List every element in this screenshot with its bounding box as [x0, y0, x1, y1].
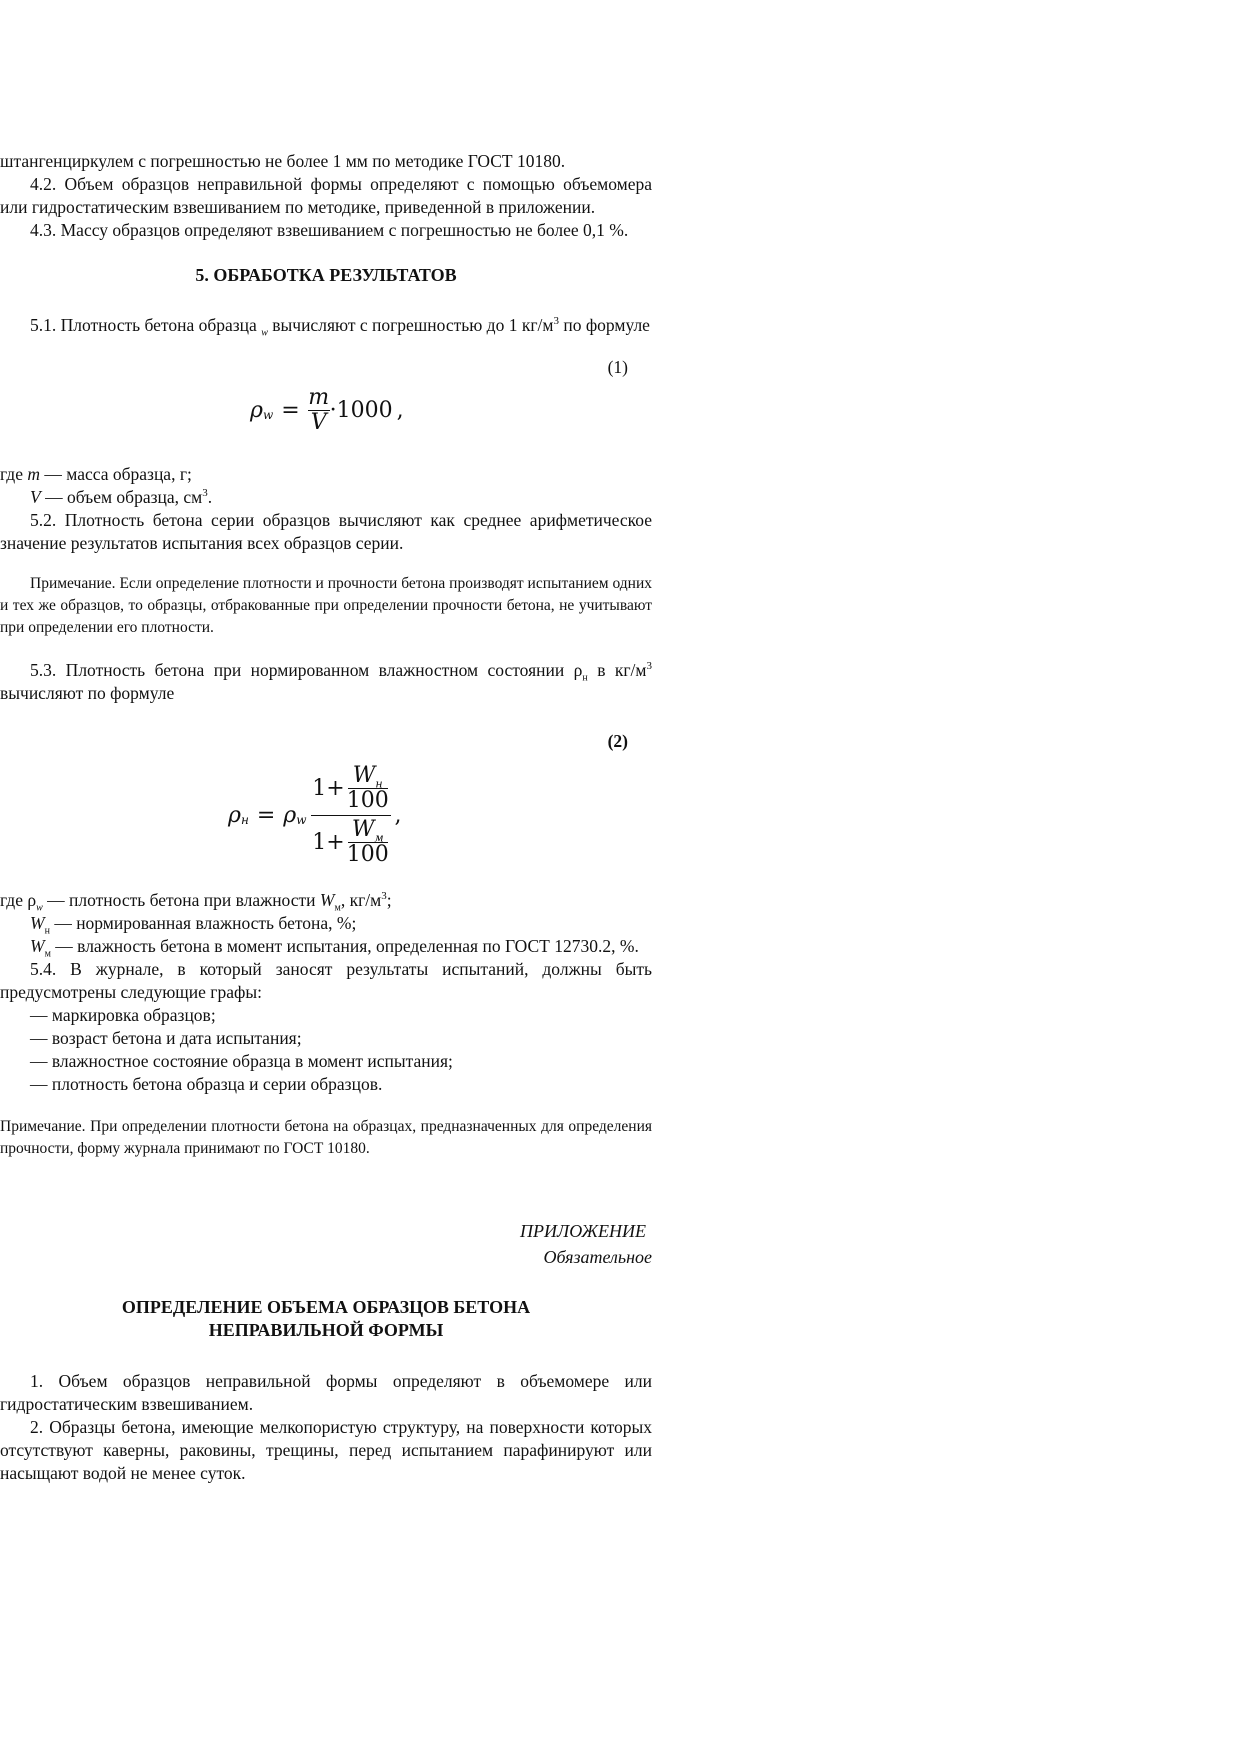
wm-sub: м	[44, 948, 51, 960]
where-1-m: m	[27, 464, 40, 484]
formula-1-denominator: V	[310, 409, 327, 435]
formula-2-main-bar	[311, 815, 391, 816]
appendix-label: ПРИЛОЖЕНИЕ	[520, 1221, 646, 1241]
where-2-text-a: где ρ	[0, 890, 37, 910]
p53-text-c: вычисляют по формуле	[0, 683, 175, 703]
where-2-end: ;	[386, 890, 392, 910]
paragraph-4-2: 4.2. Объем образцов неправильной формы определяют с помощью объемомера или гидростатическим взвешиванием по методике, приведенной в приложении.	[0, 174, 652, 217]
paragraph-5-1	[0, 314, 652, 337]
where-1-m-desc: — масса образца, г;	[44, 464, 192, 484]
where-2-wm	[0, 935, 652, 958]
p53-text-b: в кг/м	[597, 660, 647, 680]
appendix-status: Обязательное	[543, 1247, 652, 1267]
formula-2-comma: ,	[394, 802, 402, 828]
where-1-end: .	[207, 487, 213, 507]
formula-2-den-hundred: 100	[346, 841, 389, 867]
p53-sup: 3	[646, 660, 652, 673]
where-1-v	[0, 486, 652, 509]
list-item: — влажностное состояние образца в момент испытания;	[30, 1051, 453, 1071]
paragraph-5-2: 5.2. Плотность бетона серии образцов вычисляют как среднее арифметическое значение результатов испытания всех образцов серии.	[0, 510, 652, 553]
formula-2-num-one: 1+	[312, 775, 345, 801]
section-5-title: 5. ОБРАБОТКА РЕЗУЛЬТАТОВ	[195, 265, 457, 285]
wm-symbol: W	[30, 936, 45, 956]
p51-sup: 3	[553, 315, 559, 328]
where-1	[0, 463, 652, 486]
wn-sub: н	[44, 925, 50, 937]
paragraph-4-3: 4.3. Массу образцов определяют взвешиванием с погрешностью не более 0,1 %.	[30, 220, 629, 240]
appendix-title-line-2: НЕПРАВИЛЬНОЙ ФОРМЫ	[208, 1320, 444, 1340]
where-1-sup: 3	[202, 487, 208, 500]
where-1-v-symbol: V	[30, 487, 41, 507]
p51-text-b: вычисляют с погрешностью до 1 кг/м	[272, 315, 554, 335]
formula-2-expression: ρ н = ρ w 1+ $W_н$ 100 1+ $W_м$ 100 ,	[228, 762, 402, 867]
formula-1-expression: ρ w = m V ·1000 ,	[250, 384, 404, 435]
where-2-w: W	[319, 890, 335, 910]
p51-sub: w	[261, 327, 268, 339]
formula-2-number: (2)	[607, 731, 628, 751]
formula-1	[0, 353, 652, 463]
formula-2-den-fraction	[347, 818, 389, 867]
note-1: Примечание. Если определение плотности и прочности бетона производят испытанием одних и тех же образцов, то образцы, отбракованные при определении прочности бетона, не учитывают при определении его плотности.	[0, 575, 652, 636]
formula-2-eq: =	[256, 802, 276, 828]
formula-2-den-one: 1+	[312, 829, 345, 855]
where-2	[0, 889, 652, 912]
formula-2-num-fraction	[347, 764, 389, 813]
list-item: — плотность бетона образца и серии образцов.	[30, 1074, 383, 1094]
formula-2-numerator	[312, 764, 388, 813]
appendix-paragraph-1: 1. Объем образцов неправильной формы определяют в объемомере или гидростатическим взвешиванием.	[0, 1371, 652, 1414]
document-page	[0, 150, 652, 1485]
where-2-unit: , кг/м	[340, 890, 382, 910]
where-2-text-b: — плотность бетона при влажности	[47, 890, 316, 910]
appendix-paragraph-2: 2. Образцы бетона, имеющие мелкопористую структуру, на поверхности которых отсутствуют каверны, раковины, трещины, перед испытанием парафинируют или насыщают водой не менее суток.	[0, 1417, 652, 1483]
formula-1-eq: =	[281, 397, 300, 423]
formula-1-multiplier: ·1000	[329, 397, 393, 423]
where-2-wn	[0, 912, 652, 935]
formula-2-rho-n: ρ	[228, 802, 241, 828]
formula-1-rho: ρ	[250, 397, 263, 423]
paragraph-4-1-continued: штангенциркулем с погрешностью не более 1 мм по методике ГОСТ 10180.	[0, 151, 566, 171]
formula-2-w-n-sub: н	[375, 776, 383, 790]
list-item: — маркировка образцов;	[30, 1005, 216, 1025]
formula-1-numerator: m	[308, 384, 330, 410]
formula-2-denominator	[312, 818, 388, 867]
p51-text-a: 5.1. Плотность бетона образца	[30, 315, 257, 335]
p53-sub: н	[582, 672, 588, 684]
list-item: — возраст бетона и дата испытания;	[30, 1028, 302, 1048]
formula-2-rho-w: ρ	[283, 802, 297, 828]
formula-1-fraction	[308, 386, 330, 435]
where-2-sub: w	[36, 902, 43, 914]
formula-1-number: (1)	[607, 357, 628, 377]
paragraph-5-3	[0, 659, 652, 705]
where-2-sup: 3	[381, 890, 387, 903]
formula-2	[0, 723, 652, 889]
note-2: Примечание. При определении плотности бетона на образцах, предназначенных для определения прочности, форму журнала принимают по ГОСТ 10180.	[0, 1118, 652, 1157]
formula-1-comma: ,	[396, 397, 404, 423]
wn-desc: — нормированная влажность бетона, %;	[54, 913, 357, 933]
paragraph-5-4: 5.4. В журнале, в который заносят результаты испытаний, должны быть предусмотрены следующие графы:	[0, 959, 652, 1002]
formula-2-num-hundred: 100	[346, 787, 389, 813]
wn-symbol: W	[30, 913, 45, 933]
wm-desc: — влажность бетона в момент испытания, определенная по ГОСТ 12730.2, %.	[55, 936, 639, 956]
p53-text-a: 5.3. Плотность бетона при нормированном влажностном состоянии ρ	[30, 660, 583, 680]
formula-2-main-fraction	[311, 764, 391, 867]
where-1-v-desc: — объем образца, см	[45, 487, 203, 507]
formula-2-w-n: W	[352, 762, 376, 788]
where-1-text: где	[0, 464, 23, 484]
where-2-w-sub: м	[334, 902, 341, 914]
formula-2-w-m: W	[351, 816, 375, 842]
formula-2-w-m-sub: м	[374, 830, 384, 844]
appendix-title-line-1: ОПРЕДЕЛЕНИЕ ОБЪЕМА ОБРАЗЦОВ БЕТОНА	[121, 1297, 531, 1317]
p51-text-c: по формуле	[563, 315, 650, 335]
